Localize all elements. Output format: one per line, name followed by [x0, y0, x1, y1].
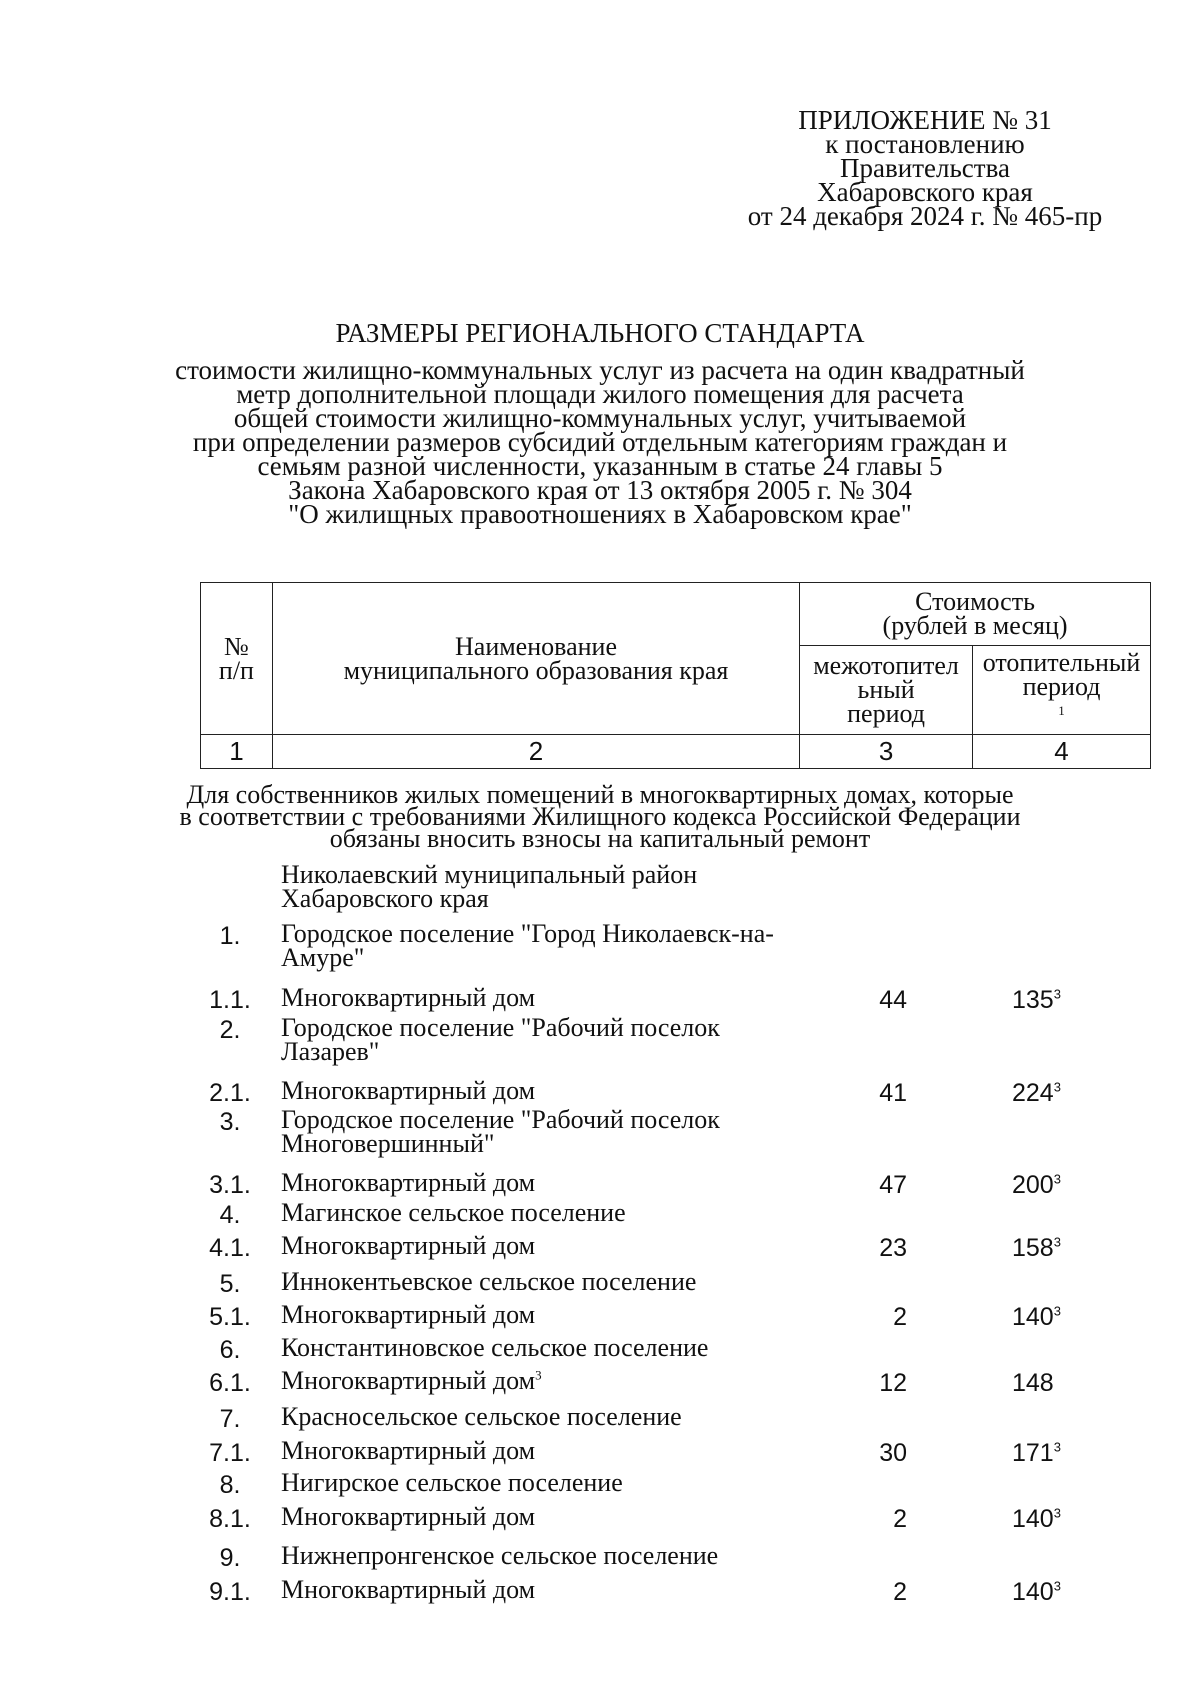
table-row — [0, 1105, 1200, 1168]
row-name: Многоквартирный дом — [281, 1436, 536, 1465]
row-number: 7.1. — [209, 1439, 251, 1467]
heating-value: $200^3$ — [1012, 1171, 1061, 1199]
row-name: Многоквартирный дом$^3$ — [281, 1366, 542, 1395]
row-number: 6.1. — [209, 1369, 251, 1397]
footnote-ref: 3 — [1053, 986, 1061, 1002]
row-name: Многоквартирный дом — [281, 1168, 536, 1197]
row-name: Магинское сельское поселение — [281, 1198, 626, 1227]
row-name: Городское поселение "Рабочий поселок Лазарев" — [281, 1013, 720, 1066]
row-name: Городское поселение "Город Николаевск-на- Амуре" — [281, 919, 774, 972]
heating-value: $224^3$ — [1012, 1079, 1061, 1107]
row-number: 5. — [219, 1270, 241, 1298]
footnote-ref: 3 — [1053, 1578, 1061, 1594]
header-heating-period: отопительный период $^1$ — [973, 646, 1151, 735]
row-number: 9. — [219, 1544, 241, 1572]
footnote-ref: 3 — [1053, 1439, 1061, 1455]
row-number: 6. — [219, 1336, 241, 1364]
footnote-ref: 3 — [1053, 1079, 1061, 1095]
column-number: 4 — [973, 735, 1151, 769]
subtitle-line: при определении размеров субсидий отдельным категориям граждан и — [192, 427, 1008, 457]
section-title-line: Для собственников жилых помещений в многоквартирных домах, которые — [186, 780, 1014, 809]
document-title: РАЗМЕРЫ РЕГИОНАЛЬНОГО СТАНДАРТА — [335, 318, 865, 348]
heating-value: $140^3$ — [1012, 1505, 1061, 1533]
heating-value: $140^3$ — [1012, 1303, 1061, 1331]
appendix-line: Правительства — [840, 153, 1010, 183]
row-name: Многоквартирный дом — [281, 1231, 536, 1260]
subtitle-line: "О жилищных правоотношениях в Хабаровском крае" — [288, 499, 912, 529]
document-subtitle — [150, 355, 1050, 529]
footnote-ref: 1 — [1058, 703, 1065, 719]
heating-value: $135^3$ — [1012, 986, 1061, 1014]
nonheating-value: 2 — [893, 1578, 907, 1606]
row-number: 3.1. — [209, 1171, 251, 1199]
row-name: Иннокентьевское сельское поселение — [281, 1267, 697, 1296]
row-name: Многоквартирный дом — [281, 1502, 536, 1531]
subtitle-line: метр дополнительной площади жилого помещения для расчета — [236, 379, 964, 409]
row-number: 7. — [219, 1405, 241, 1433]
footnote-ref: 3 — [1053, 1171, 1061, 1187]
nonheating-value: 41 — [879, 1079, 907, 1107]
table-row — [0, 1013, 1200, 1076]
nonheating-value: 30 — [879, 1439, 907, 1467]
row-name: Нижнепронгенское сельское поселение — [281, 1541, 719, 1570]
appendix-line: к постановлению — [825, 129, 1025, 159]
table-row — [0, 919, 1200, 982]
row-name: Красносельское сельское поселение — [281, 1402, 682, 1431]
row-number: 4. — [219, 1201, 241, 1229]
appendix-line: Хабаровского края — [817, 177, 1033, 207]
table-header — [200, 582, 1151, 769]
row-name: Константиновское сельское поселение — [281, 1333, 709, 1362]
district-row — [0, 860, 1200, 923]
row-name: Многоквартирный дом — [281, 1575, 536, 1604]
row-name: Многоквартирный дом — [281, 983, 536, 1012]
section-title-line: в соответствии с требованиями Жилищного кодекса Российской Федерации — [179, 802, 1021, 831]
footnote-ref: 3 — [1053, 1303, 1061, 1319]
column-number: 2 — [272, 735, 799, 769]
row-name: Нигирское сельское поселение — [281, 1468, 623, 1497]
row-number: 8.1. — [209, 1505, 251, 1533]
nonheating-value: 23 — [879, 1234, 907, 1262]
district-name: Николаевский муниципальный район Хабаровского края — [281, 860, 698, 913]
header-number: № п/п — [201, 583, 273, 735]
header-name: Наименование муниципального образования края — [272, 583, 799, 735]
row-name: Городское поселение "Рабочий поселок Многовершинный" — [281, 1105, 720, 1158]
row-number: 2. — [219, 1016, 241, 1044]
footnote-ref: 3 — [1053, 1505, 1061, 1521]
subtitle-line: Закона Хабаровского края от 13 октября 2005 г. № 304 — [288, 475, 912, 505]
appendix-date: от 24 декабря 2024 г. № 465-пр — [747, 201, 1103, 231]
header-nonheating-period: межотопител ьный период — [800, 646, 973, 735]
row-number: 1. — [219, 922, 241, 950]
row-number: 4.1. — [209, 1234, 251, 1262]
footnote-ref: 3 — [1053, 1234, 1061, 1250]
subtitle-line: семьям разной численности, указанным в статье 24 главы 5 — [257, 451, 943, 481]
footnote-ref: 3 — [535, 1367, 542, 1383]
row-name: Многоквартирный дом — [281, 1300, 536, 1329]
row-number: 2.1. — [209, 1079, 251, 1107]
section-title-line: обязаны вносить взносы на капитальный ремонт — [329, 824, 871, 853]
column-number: 3 — [800, 735, 973, 769]
row-number: 8. — [219, 1471, 241, 1499]
row-number: 1.1. — [209, 986, 251, 1014]
row-number: 9.1. — [209, 1578, 251, 1606]
subtitle-line: общей стоимости жилищно-коммунальных услуг, учитываемой — [233, 403, 967, 433]
subtitle-line: стоимости жилищно-коммунальных услуг из расчета на один квадратный — [175, 355, 1025, 385]
section-title — [150, 780, 1050, 853]
row-name: Многоквартирный дом — [281, 1076, 536, 1105]
table-row — [0, 1575, 1200, 1638]
nonheating-value: 44 — [879, 986, 907, 1014]
heating-value: $171^3$ — [1012, 1439, 1061, 1467]
nonheating-value: 2 — [893, 1303, 907, 1331]
appendix-block — [700, 105, 1150, 231]
row-number: 5.1. — [209, 1303, 251, 1331]
header-cost: Стоимость (рублей в месяц) — [800, 583, 1151, 646]
heating-value: 148 — [1012, 1369, 1054, 1397]
heating-value: $158^3$ — [1012, 1234, 1061, 1262]
nonheating-value: 47 — [879, 1171, 907, 1199]
nonheating-value: 2 — [893, 1505, 907, 1533]
nonheating-value: 12 — [879, 1369, 907, 1397]
column-number: 1 — [201, 735, 273, 769]
row-number: 3. — [219, 1108, 241, 1136]
heating-value: $140^3$ — [1012, 1578, 1061, 1606]
appendix-number: ПРИЛОЖЕНИЕ № 31 — [798, 105, 1052, 135]
